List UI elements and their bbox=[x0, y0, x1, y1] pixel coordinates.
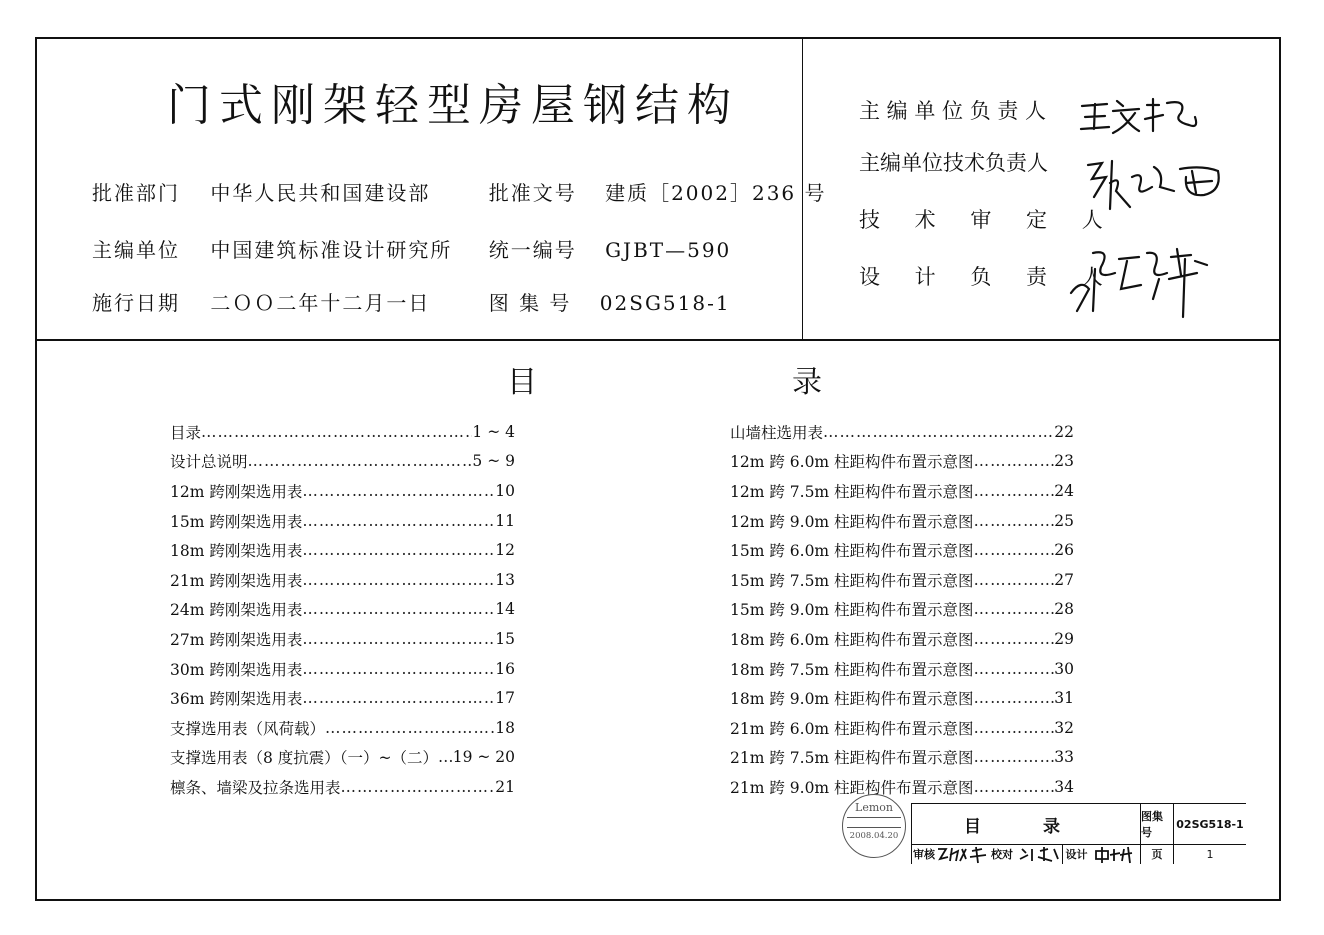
info-value: 二ＯＯ二年十二月一日 bbox=[210, 291, 431, 315]
toc-leader-dots bbox=[974, 778, 1055, 796]
toc-entry-title: 21m 跨 6.0m 柱距构件布置示意图 bbox=[730, 719, 974, 738]
title-block bbox=[911, 803, 1246, 864]
toc-leader-dots bbox=[974, 660, 1055, 678]
title-block-sheet-title: 目 录 bbox=[964, 816, 1088, 837]
drawing-frame bbox=[35, 37, 1281, 901]
stamp-date: 2008.04.20 bbox=[849, 831, 899, 841]
checker-signature bbox=[1018, 845, 1062, 864]
toc-entry-page: 16 bbox=[495, 659, 515, 678]
signature-label-tech-lead: 主编单位技术负责人 bbox=[859, 151, 1048, 175]
toc-leader-dots bbox=[302, 512, 495, 530]
toc-leader-dots bbox=[302, 541, 495, 559]
toc-entry-page: 33 bbox=[1054, 748, 1074, 767]
toc-entry bbox=[730, 743, 1074, 773]
toc-entry-title: 檩条、墙梁及拉条选用表 bbox=[170, 778, 341, 797]
info-label: 施行日期 bbox=[92, 291, 180, 315]
toc-entry-page: 22 bbox=[1054, 422, 1074, 441]
toc-entry-title: 27m 跨刚架选用表 bbox=[170, 630, 303, 649]
title-block-review-label: 审核 bbox=[913, 848, 935, 861]
toc-leader-dots bbox=[302, 660, 495, 678]
toc-entry-title: 12m 跨 9.0m 柱距构件布置示意图 bbox=[730, 512, 974, 531]
toc-right-column bbox=[730, 417, 1074, 802]
toc-entry bbox=[170, 565, 515, 595]
toc-entry bbox=[730, 476, 1074, 506]
stamp-rule bbox=[847, 817, 901, 818]
info-value: GJBT—590 bbox=[605, 238, 732, 262]
toc-entry-title: 18m 跨 7.5m 柱距构件布置示意图 bbox=[730, 660, 974, 679]
info-label: 批准部门 bbox=[92, 181, 180, 205]
handwritten-signature-1 bbox=[1077, 91, 1207, 136]
toc-entry bbox=[730, 565, 1074, 595]
info-label: 图 集 号 bbox=[488, 291, 572, 315]
toc-entry-title: 15m 跨刚架选用表 bbox=[170, 512, 303, 531]
toc-entry-page: 14 bbox=[495, 600, 515, 619]
toc-entry bbox=[170, 683, 515, 713]
toc-leader-dots bbox=[974, 630, 1055, 648]
toc-entry bbox=[170, 713, 515, 743]
toc-entry bbox=[170, 624, 515, 654]
info-value: 建质［2002］236 号 bbox=[605, 181, 827, 205]
toc-leader-dots bbox=[974, 512, 1055, 530]
toc-entry bbox=[730, 535, 1074, 565]
info-value: 02SG518-1 bbox=[599, 291, 731, 315]
designer-signature bbox=[1092, 845, 1138, 864]
toc-entry-page: 27 bbox=[1054, 570, 1074, 589]
info-row-date bbox=[92, 287, 731, 316]
info-value: 中华人民共和国建设部 bbox=[210, 181, 431, 205]
toc-entry-page: 28 bbox=[1054, 600, 1074, 619]
toc-entry-page: 26 bbox=[1054, 541, 1074, 560]
toc-entry bbox=[730, 713, 1074, 743]
toc-leader-dots bbox=[325, 719, 495, 737]
toc-entry bbox=[730, 417, 1074, 447]
toc-entry bbox=[170, 447, 515, 477]
toc-leader-dots bbox=[302, 571, 495, 589]
toc-leader-dots bbox=[974, 689, 1055, 707]
toc-entry bbox=[170, 743, 515, 773]
info-label: 统一编号 bbox=[488, 238, 577, 262]
info-value: 中国建筑标准设计研究所 bbox=[210, 238, 453, 262]
info-label: 主编单位 bbox=[92, 238, 180, 262]
signature-label-design-lead: 设 计 负 责 人 bbox=[859, 265, 1117, 289]
info-row-editor bbox=[92, 234, 731, 263]
toc-entry-page: 19 ~ 20 bbox=[452, 748, 515, 767]
toc-entry bbox=[170, 506, 515, 536]
toc-entry bbox=[730, 683, 1074, 713]
stamp-rule bbox=[847, 827, 901, 828]
toc-entry-title: 15m 跨 7.5m 柱距构件布置示意图 bbox=[730, 571, 974, 590]
toc-heading-right: 录 bbox=[792, 365, 822, 400]
toc-leader-dots bbox=[974, 482, 1055, 500]
toc-entry bbox=[730, 447, 1074, 477]
toc-leader-dots bbox=[974, 452, 1055, 470]
toc-leader-dots bbox=[438, 748, 453, 766]
toc-entry bbox=[730, 772, 1074, 802]
toc-entry-page: 15 bbox=[495, 629, 515, 648]
toc-entry-title: 15m 跨 6.0m 柱距构件布置示意图 bbox=[730, 542, 974, 561]
toc-entry-title: 15m 跨 9.0m 柱距构件布置示意图 bbox=[730, 601, 974, 620]
toc-entry-title: 36m 跨刚架选用表 bbox=[170, 690, 303, 709]
toc-entry bbox=[730, 595, 1074, 625]
title-block-check-label: 校对 bbox=[991, 848, 1013, 861]
signature-label-reviewer: 技 术 审 定 人 bbox=[859, 208, 1117, 232]
toc-leader-dots bbox=[302, 689, 495, 707]
toc-entry-page: 30 bbox=[1054, 659, 1074, 678]
title-block-design-label: 设计 bbox=[1062, 844, 1090, 864]
toc-entry-page: 10 bbox=[495, 481, 515, 500]
toc-entry-page: 17 bbox=[495, 689, 515, 708]
toc-entry-title: 21m 跨 7.5m 柱距构件布置示意图 bbox=[730, 749, 974, 768]
toc-leader-dots bbox=[302, 600, 495, 618]
toc-entry-title: 支撑选用表（风荷载） bbox=[170, 719, 326, 738]
stamp-text: Lemon bbox=[855, 801, 893, 814]
toc-entry bbox=[730, 624, 1074, 654]
toc-entry-title: 18m 跨 6.0m 柱距构件布置示意图 bbox=[730, 630, 974, 649]
toc-entry bbox=[170, 772, 515, 802]
toc-leader-dots bbox=[302, 482, 495, 500]
info-row-approval bbox=[92, 177, 827, 206]
toc-entry-page: 18 bbox=[495, 718, 515, 737]
toc-entry-page: 13 bbox=[495, 570, 515, 589]
toc-entry-title: 目录 bbox=[170, 423, 202, 442]
toc-leader-dots bbox=[201, 423, 472, 441]
handwritten-signature-2 bbox=[1082, 157, 1232, 219]
toc-entry-title: 21m 跨 9.0m 柱距构件布置示意图 bbox=[730, 778, 974, 797]
toc-leader-dots bbox=[974, 600, 1055, 618]
title-block-page-no: 1 bbox=[1173, 844, 1246, 864]
title-block-atlas-label: 图集号 bbox=[1140, 804, 1173, 844]
signature-label-chief-editor: 主 编 单 位 负 责 人 bbox=[859, 99, 1047, 123]
toc-entry bbox=[170, 535, 515, 565]
toc-entry bbox=[170, 476, 515, 506]
toc-entry bbox=[730, 506, 1074, 536]
atlas-title: 门式刚架轻型房屋钢结构 bbox=[167, 80, 739, 131]
toc-entry-title: 12m 跨 6.0m 柱距构件布置示意图 bbox=[730, 453, 974, 472]
toc-entry-title: 21m 跨刚架选用表 bbox=[170, 571, 303, 590]
toc-entry-title: 12m 跨 7.5m 柱距构件布置示意图 bbox=[730, 482, 974, 501]
toc-entry-page: 31 bbox=[1054, 689, 1074, 708]
toc-entry-title: 24m 跨刚架选用表 bbox=[170, 601, 303, 620]
toc-leader-dots bbox=[302, 630, 495, 648]
toc-entry-title: 12m 跨刚架选用表 bbox=[170, 482, 303, 501]
inspection-stamp bbox=[842, 794, 906, 858]
toc-entry-page: 23 bbox=[1054, 452, 1074, 471]
header-divider bbox=[37, 339, 1279, 341]
reviewer-signature bbox=[936, 845, 988, 864]
toc-entry-page: 24 bbox=[1054, 481, 1074, 500]
toc-leader-dots bbox=[823, 423, 1054, 441]
toc-entry bbox=[170, 654, 515, 684]
toc-leader-dots bbox=[974, 719, 1055, 737]
toc-leader-dots bbox=[974, 541, 1055, 559]
toc-entry-title: 设计总说明 bbox=[170, 453, 248, 472]
toc-entry bbox=[170, 417, 515, 447]
toc-leader-dots bbox=[974, 571, 1055, 589]
toc-entry-page: 12 bbox=[495, 541, 515, 560]
toc-heading-left: 目 bbox=[507, 365, 537, 400]
title-block-page-label: 页 bbox=[1140, 844, 1173, 864]
toc-entry bbox=[730, 654, 1074, 684]
toc-entry-page: 11 bbox=[495, 511, 515, 530]
handwritten-signature-3 bbox=[1067, 239, 1237, 319]
info-label: 批准文号 bbox=[488, 181, 577, 205]
toc-entry-title: 山墙柱选用表 bbox=[730, 423, 824, 442]
toc-left-column bbox=[170, 417, 515, 802]
toc-entry-title: 18m 跨刚架选用表 bbox=[170, 542, 303, 561]
toc-leader-dots bbox=[341, 778, 496, 796]
title-block-atlas-no: 02SG518-1 bbox=[1173, 804, 1246, 844]
toc-entry-page: 25 bbox=[1054, 511, 1074, 530]
toc-leader-dots bbox=[248, 452, 473, 470]
toc-entry-page: 34 bbox=[1054, 777, 1074, 796]
toc-leader-dots bbox=[974, 748, 1055, 766]
toc-entry-page: 1 ~ 4 bbox=[472, 422, 515, 441]
toc-entry-page: 29 bbox=[1054, 629, 1074, 648]
toc-entry-page: 5 ~ 9 bbox=[472, 452, 515, 471]
toc-entry-title: 18m 跨 9.0m 柱距构件布置示意图 bbox=[730, 690, 974, 709]
toc-entry-title: 支撑选用表（8 度抗震）（一）~（二） bbox=[170, 749, 439, 768]
toc-entry bbox=[170, 595, 515, 625]
toc-entry-title: 30m 跨刚架选用表 bbox=[170, 660, 303, 679]
toc-entry-page: 32 bbox=[1054, 718, 1074, 737]
toc-entry-page: 21 bbox=[495, 777, 515, 796]
